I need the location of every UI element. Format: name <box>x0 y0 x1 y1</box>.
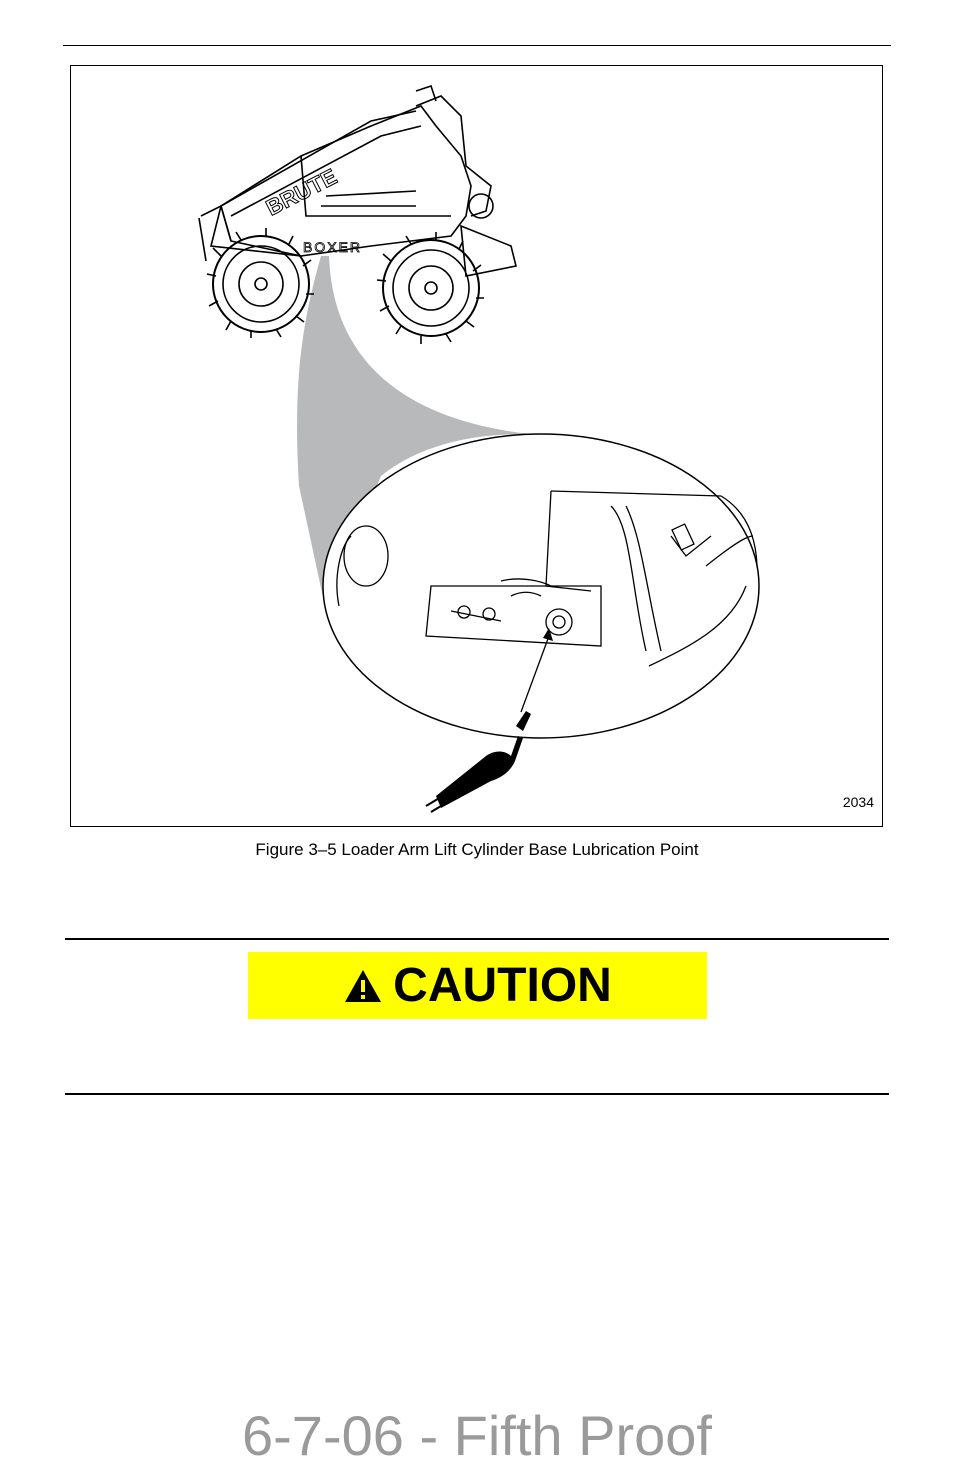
machine-brand-text: BRUTE <box>261 163 341 221</box>
header-rule <box>63 45 891 46</box>
caution-label: CAUTION <box>393 959 612 1012</box>
compact-loader-drawing <box>199 86 516 344</box>
proof-watermark: 6-7-06 - Fifth Proof <box>242 1404 712 1467</box>
figure-number: 2034 <box>842 794 874 810</box>
warning-triangle-icon <box>343 968 383 1004</box>
caution-banner <box>248 952 707 1019</box>
machine-model-text: BOXER <box>303 239 363 255</box>
caution-top-rule <box>65 938 889 940</box>
caution-bottom-rule <box>65 1093 889 1095</box>
figure-frame <box>70 65 883 827</box>
figure-caption: Figure 3–5 Loader Arm Lift Cylinder Base Lubrication Point <box>255 840 699 859</box>
loader-illustration <box>71 66 884 828</box>
